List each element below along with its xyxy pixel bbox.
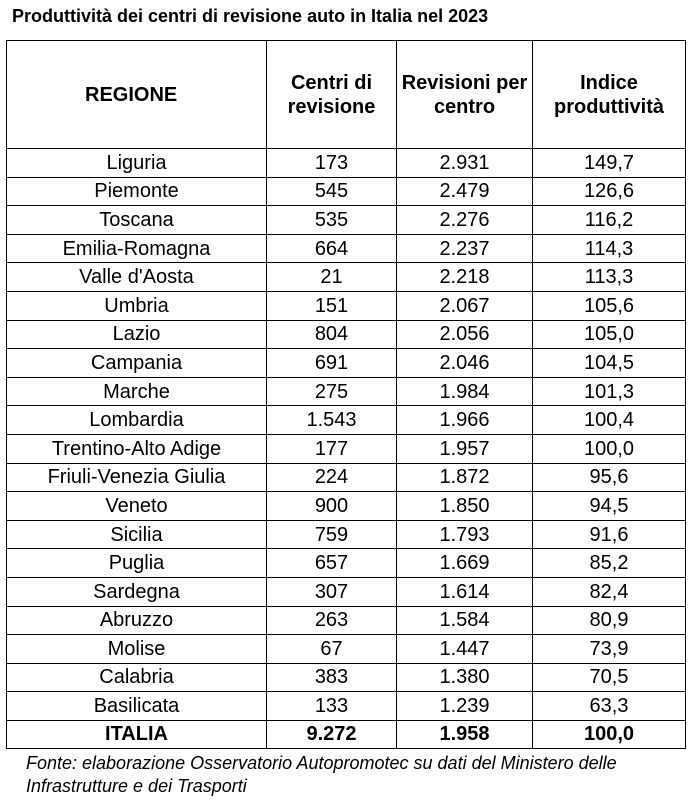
cell-index: 82,4 [533,577,686,606]
table-row [7,606,686,635]
cell-region: Piemonte [7,177,267,206]
cell-index: 105,6 [533,291,686,320]
cell-index: 95,6 [533,463,686,492]
cell-centers: 21 [267,263,397,292]
header-region: REGIONE [7,41,267,149]
cell-region: Emilia-Romagna [7,234,267,263]
cell-region: Calabria [7,663,267,692]
cell-revisions: 2.931 [397,149,533,178]
cell-centers: 263 [267,606,397,635]
table-row [7,463,686,492]
cell-centers: 307 [267,577,397,606]
cell-revisions: 1.966 [397,406,533,435]
cell-region: Marche [7,377,267,406]
cell-centers: 224 [267,463,397,492]
table-row [7,492,686,521]
cell-region: Campania [7,349,267,378]
cell-region: Liguria [7,149,267,178]
table-row [7,149,686,178]
cell-centers: 900 [267,492,397,521]
page-title: Produttività dei centri di revisione auto in Italia nel 2023 [12,6,489,26]
table-header-row [7,41,686,149]
cell-revisions: 1.872 [397,463,533,492]
cell-centers: 664 [267,234,397,263]
table-row [7,206,686,235]
table-row [7,291,686,320]
cell-centers: 173 [267,149,397,178]
table-row [7,663,686,692]
cell-revisions: 2.276 [397,206,533,235]
table-row [7,434,686,463]
cell-index: 101,3 [533,377,686,406]
cell-region: Toscana [7,206,267,235]
table-row [7,349,686,378]
table-row [7,377,686,406]
cell-region: Sardegna [7,577,267,606]
total-cell-region: ITALIA [7,720,267,748]
cell-revisions: 1.850 [397,492,533,521]
table-row [7,549,686,578]
cell-index: 104,5 [533,349,686,378]
table-row [7,577,686,606]
cell-index: 80,9 [533,606,686,635]
cell-index: 73,9 [533,635,686,664]
cell-index: 149,7 [533,149,686,178]
cell-index: 85,2 [533,549,686,578]
cell-revisions: 1.957 [397,434,533,463]
cell-centers: 151 [267,291,397,320]
cell-index: 114,3 [533,234,686,263]
cell-region: Sicilia [7,520,267,549]
cell-revisions: 2.237 [397,234,533,263]
cell-index: 63,3 [533,692,686,721]
cell-centers: 133 [267,692,397,721]
table-row [7,234,686,263]
cell-region: Valle d'Aosta [7,263,267,292]
cell-centers: 535 [267,206,397,235]
cell-index: 94,5 [533,492,686,521]
cell-index: 126,6 [533,177,686,206]
cell-region: Lombardia [7,406,267,435]
cell-centers: 545 [267,177,397,206]
cell-region: Molise [7,635,267,664]
cell-index: 100,0 [533,434,686,463]
cell-index: 91,6 [533,520,686,549]
cell-centers: 67 [267,635,397,664]
table-row [7,177,686,206]
table-row [7,692,686,721]
cell-revisions: 1.447 [397,635,533,664]
cell-revisions: 1.793 [397,520,533,549]
header-centers: Centri di revisione [267,41,397,149]
cell-region: Umbria [7,291,267,320]
cell-index: 116,2 [533,206,686,235]
source-note: Fonte: elaborazione Osservatorio Autopromotec su dati del Ministero delle Infrastrutture e dei Trasporti [26,753,617,796]
cell-index: 70,5 [533,663,686,692]
table-row [7,520,686,549]
cell-revisions: 1.984 [397,377,533,406]
cell-centers: 1.543 [267,406,397,435]
cell-revisions: 2.056 [397,320,533,349]
cell-centers: 657 [267,549,397,578]
table-row [7,320,686,349]
cell-centers: 383 [267,663,397,692]
cell-revisions: 1.380 [397,663,533,692]
cell-revisions: 1.239 [397,692,533,721]
cell-region: Basilicata [7,692,267,721]
cell-centers: 691 [267,349,397,378]
cell-region: Trentino-Alto Adige [7,434,267,463]
total-cell-index: 100,0 [533,720,686,748]
cell-region: Puglia [7,549,267,578]
header-revisions: Revisioni per centro [397,41,533,149]
cell-region: Veneto [7,492,267,521]
cell-centers: 177 [267,434,397,463]
table-row [7,263,686,292]
cell-revisions: 2.046 [397,349,533,378]
cell-centers: 804 [267,320,397,349]
cell-index: 113,3 [533,263,686,292]
table-row [7,635,686,664]
cell-revisions: 1.614 [397,577,533,606]
cell-index: 100,4 [533,406,686,435]
total-cell-revisions: 1.958 [397,720,533,748]
table-row [7,406,686,435]
productivity-table [6,40,686,749]
cell-index: 105,0 [533,320,686,349]
total-cell-centers: 9.272 [267,720,397,748]
cell-region: Abruzzo [7,606,267,635]
cell-revisions: 1.584 [397,606,533,635]
cell-centers: 759 [267,520,397,549]
header-index: Indice produttività [533,41,686,149]
table-total-row [7,720,686,748]
cell-centers: 275 [267,377,397,406]
cell-region: Friuli-Venezia Giulia [7,463,267,492]
cell-revisions: 2.479 [397,177,533,206]
cell-revisions: 2.067 [397,291,533,320]
cell-region: Lazio [7,320,267,349]
cell-revisions: 2.218 [397,263,533,292]
cell-revisions: 1.669 [397,549,533,578]
